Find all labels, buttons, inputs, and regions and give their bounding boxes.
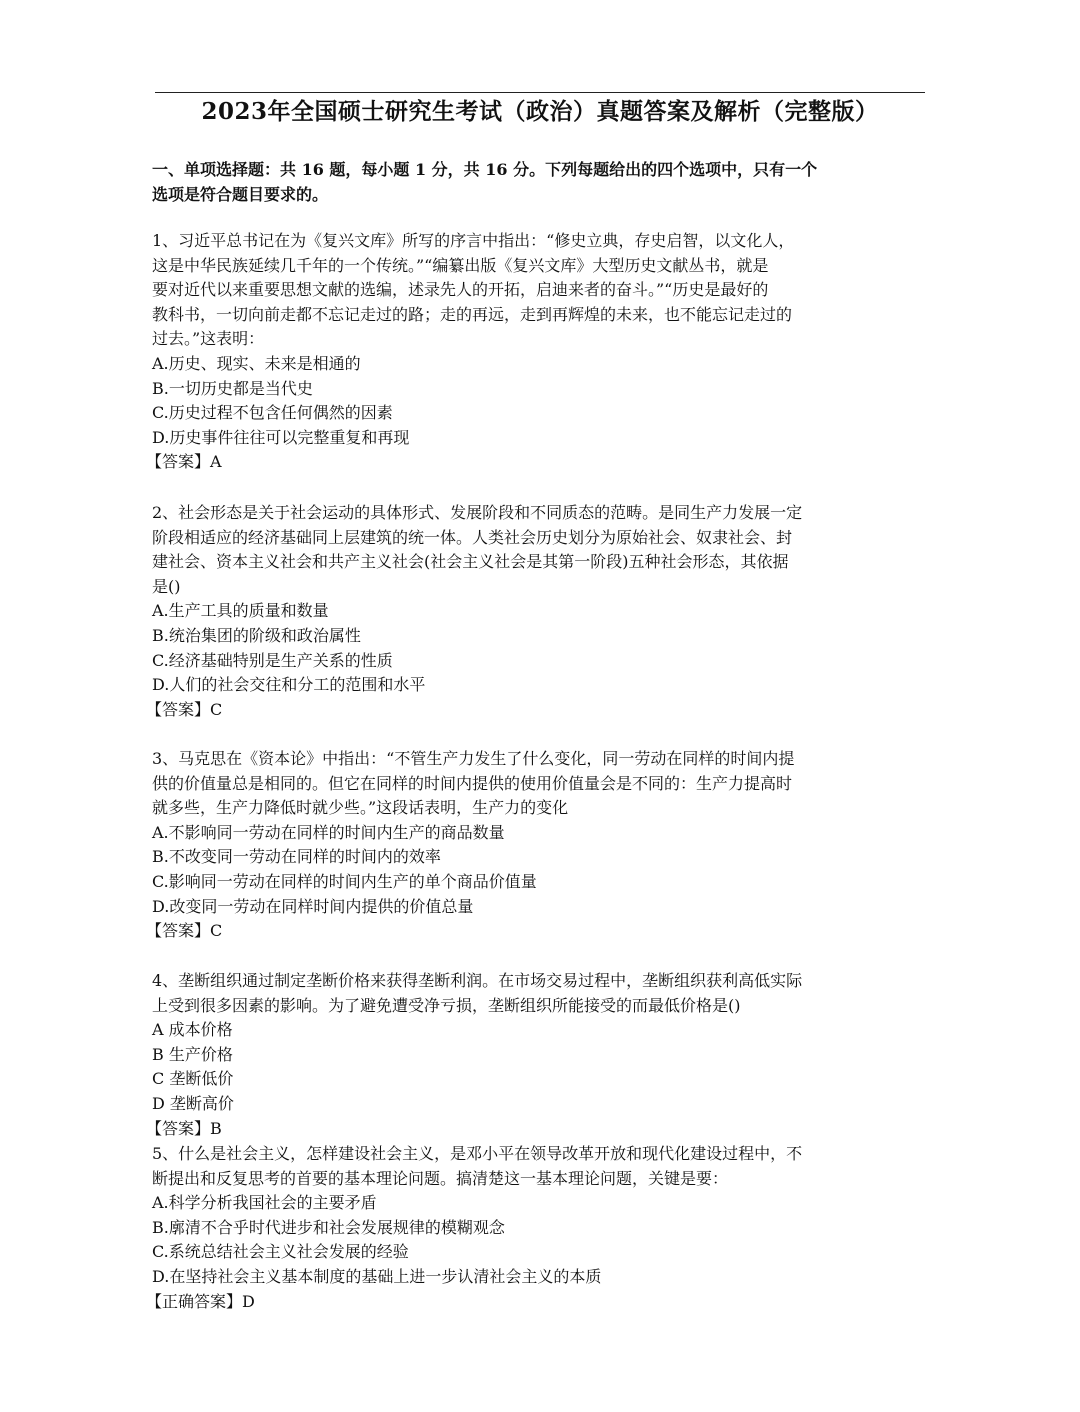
section-heading-line: 一、单项选择题：共 16 题，每小题 1 分，共 16 分。下列每题给出的四个选项中，只有一个 bbox=[152, 160, 818, 179]
question-stem-line: 是() bbox=[152, 576, 181, 596]
option-b: B.一切历史都是当代史 bbox=[152, 378, 313, 398]
question-stem-line: 要对近代以来重要思想文献的选编，述录先人的开拓，启迪来者的奋斗。”“历史是最好的 bbox=[152, 280, 769, 300]
option-c: C.影响同一劳动在同样的时间内生产的单个商品价值量 bbox=[152, 871, 537, 891]
question-3 bbox=[146, 747, 932, 944]
option-c: C.系统总结社会主义社会发展的经验 bbox=[152, 1242, 409, 1262]
answer-line: 【正确答案】D bbox=[146, 1291, 255, 1311]
question-stem-line: 断提出和反复思考的首要的基本理论问题。搞清楚这一基本理论问题，关键是要： bbox=[152, 1168, 729, 1188]
question-1 bbox=[146, 229, 932, 475]
question-stem-line: 1、习近平总书记在为《复兴文库》所写的序言中指出：“修史立典，存史启智，以文化人， bbox=[152, 231, 795, 250]
option-b: B.廓清不合乎时代进步和社会发展规律的模糊观念 bbox=[152, 1217, 505, 1237]
question-2 bbox=[146, 501, 932, 722]
section-heading bbox=[152, 157, 927, 207]
option-a: A.历史、现实、未来是相通的 bbox=[152, 353, 361, 373]
question-stem-line: 阶段相适应的经济基础同上层建筑的统一体。人类社会历史划分为原始社会、奴隶社会、封 bbox=[152, 527, 793, 547]
option-c: C.经济基础特别是生产关系的性质 bbox=[152, 650, 393, 670]
question-stem-line: 就多些，生产力降低时就少些。”这段话表明，生产力的变化 bbox=[152, 798, 569, 818]
option-c: C 垄断低价 bbox=[152, 1069, 234, 1089]
answer-line: 【答案】A bbox=[146, 452, 222, 472]
option-a: A 成本价格 bbox=[152, 1020, 233, 1040]
option-d: D.人们的社会交往和分工的范围和水平 bbox=[152, 675, 426, 695]
question-stem-line: 建社会、资本主义社会和共产主义社会(社会主义社会是其第一阶段)五种社会形态，其依据 bbox=[152, 552, 789, 572]
section-heading-line: 选项是符合题目要求的。 bbox=[152, 185, 329, 204]
question-stem-line: 5、什么是社会主义，怎样建设社会主义，是邓小平在领导改革开放和现代化建设过程中，不 bbox=[152, 1144, 803, 1163]
option-d: D.在坚持社会主义基本制度的基础上进一步认清社会主义的本质 bbox=[152, 1266, 602, 1286]
document-title: 2023年全国硕士研究生考试（政治）真题答案及解析（完整版） bbox=[201, 98, 879, 125]
option-d: D.改变同一劳动在同样时间内提供的价值总量 bbox=[152, 896, 474, 916]
option-c: C.历史过程不包含任何偶然的因素 bbox=[152, 403, 393, 423]
answer-line: 【答案】B bbox=[146, 1118, 222, 1138]
option-b: B.统治集团的阶级和政治属性 bbox=[152, 625, 361, 645]
header-rule bbox=[155, 92, 925, 93]
question-stem-line: 4、垄断组织通过制定垄断价格来获得垄断利润。在市场交易过程中，垄断组织获利高低实际 bbox=[152, 971, 803, 990]
option-a: A.不影响同一劳动在同样的时间内生产的商品数量 bbox=[152, 822, 505, 842]
question-stem-line: 教科书，一切向前走都不忘记走过的路；走的再远，走到再辉煌的未来，也不能忘记走过的 bbox=[152, 304, 793, 324]
option-b: B 生产价格 bbox=[152, 1044, 233, 1064]
question-5 bbox=[146, 1142, 932, 1314]
answer-line: 【答案】C bbox=[146, 921, 223, 941]
question-stem-line: 上受到很多因素的影响。为了避免遭受净亏损，垄断组织所能接受的而最低价格是() bbox=[152, 995, 741, 1015]
option-d: D.历史事件往往可以完整重复和再现 bbox=[152, 427, 410, 447]
option-a: A.科学分析我国社会的主要矛盾 bbox=[152, 1193, 377, 1213]
option-a: A.生产工具的质量和数量 bbox=[152, 601, 329, 621]
question-stem-line: 供的价值量总是相同的。但它在同样的时间内提供的使用价值量会是不同的：生产力提高时 bbox=[152, 773, 793, 793]
answer-line: 【答案】C bbox=[146, 699, 223, 719]
question-stem-line: 3、马克思在《资本论》中指出：“不管生产力发生了什么变化，同一劳动在同样的时间内提 bbox=[152, 749, 795, 768]
option-b: B.不改变同一劳动在同样的时间内的效率 bbox=[152, 847, 441, 867]
question-stem-line: 2、社会形态是关于社会运动的具体形式、发展阶段和不同质态的范畴。是同生产力发展一定 bbox=[152, 503, 803, 522]
option-d: D 垄断高价 bbox=[152, 1093, 234, 1113]
question-4 bbox=[146, 969, 932, 1141]
question-stem-line: 这是中华民族延续几千年的一个传统。”“编纂出版《复兴文库》大型历史文献丛书，就是 bbox=[152, 255, 769, 275]
question-stem-line: 过去。”这表明： bbox=[152, 329, 265, 349]
